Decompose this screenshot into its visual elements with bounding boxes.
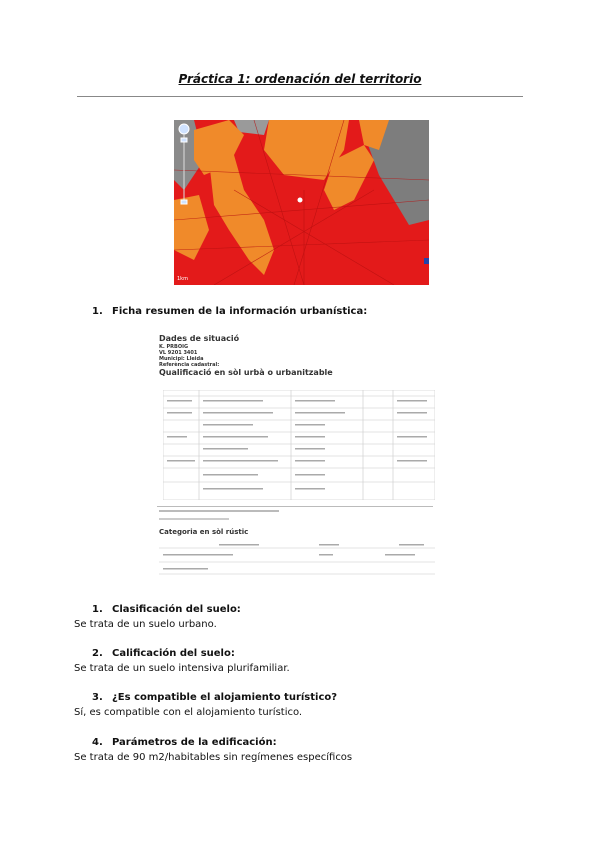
item2-text: Se trata de un suelo intensiva plurifamiliar.	[74, 663, 290, 674]
ficha-heading: Dades de situació	[159, 334, 240, 343]
ficha-subheading: Qualificació en sòl urbà o urbanitzable	[159, 368, 333, 377]
item2-heading: 2. Calificación del suelo:	[92, 648, 235, 659]
title-divider	[77, 96, 523, 97]
ficha-resumen: Dades de situació K. PRBOIG VL 9201 3401 Municipi: Lleida Referència cadastral: Qualificació en sòl urbà o urbanitzable Categoria en sòl rústic	[157, 330, 439, 580]
page-title: Práctica 1: ordenación del territorio	[178, 72, 422, 86]
item1-heading: 1. Clasificación del suelo:	[92, 604, 241, 615]
item4-heading: 4. Parámetros de la edificación:	[92, 737, 277, 748]
item3-heading: 3. ¿Es compatible el alojamiento turístico?	[92, 692, 338, 703]
item4-text: Se trata de 90 m2/habitables sin regímenes específicos	[74, 752, 353, 763]
map-scale: 1km	[177, 276, 188, 282]
item1-text: Se trata de un suelo urbano.	[74, 619, 217, 630]
item3-text: Sí, es compatible con el alojamiento turístico.	[74, 707, 303, 718]
zoning-map[interactable]	[174, 120, 429, 285]
ficha-rustic-heading: Categoria en sòl rústic	[159, 528, 249, 536]
section1-heading: 1. Ficha resumen de la información urbanística:	[92, 306, 368, 317]
